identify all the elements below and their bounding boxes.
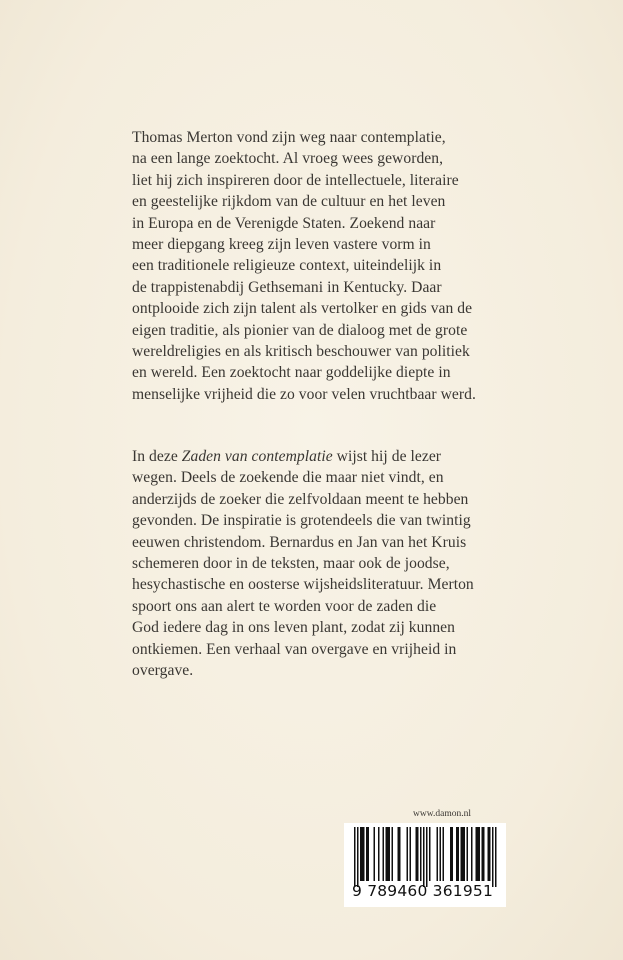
barcode-bar (450, 827, 452, 881)
barcode-bar (410, 827, 412, 881)
book-title-italic: Zaden van contemplatie (181, 448, 333, 465)
barcode-bar (366, 827, 368, 881)
barcode-bar (378, 827, 380, 881)
barcode-bar (386, 827, 388, 881)
blurb-line: spoort ons aan alert te worden voor de zaden die (132, 597, 437, 615)
blurb-line: de trappistenabdij Gethsemani in Kentucky. Daar (132, 278, 442, 296)
blurb-line: ontkiemen. Een verhaal van overgave en vrijheid in (132, 640, 457, 658)
barcode-bar (488, 827, 490, 881)
blurb-text: wijst hij de lezer (332, 448, 442, 465)
blurb-line: schemeren door in de teksten, maar ook de joodse, (132, 555, 450, 573)
barcode-bar (467, 827, 469, 881)
barcode-bar (383, 827, 385, 881)
barcode-bar (495, 827, 497, 887)
barcode-bar (489, 827, 491, 881)
blurb-line: menselijke vrijheid die zo voor velen vruchtbaar werd. (132, 385, 476, 403)
barcode-bar (399, 827, 401, 881)
barcode-bar (357, 827, 359, 887)
blurb-line: wereldreligies en als kritisch beschouwer van politiek (132, 343, 470, 361)
barcode-bar (440, 827, 442, 881)
barcode-bar (443, 827, 445, 881)
blurb-line: ontplooide zich zijn talent als vertolker en gids van de (132, 300, 473, 318)
blurb-line: anderzijds de zoeker die zelfvoldaan meent te hebben (132, 490, 469, 508)
barcode-bar (477, 827, 479, 881)
blurb-line: een traditionele religieuze context, uiteindelijk in (132, 257, 442, 275)
blurb-line: en wereld. Een zoektocht naar goddelijke diepte in (132, 364, 451, 382)
blurb-line: gevonden. De inspiratie is grotendeels die van twintig (132, 512, 471, 530)
barcode-bar (389, 827, 391, 881)
blurb-line: meer diepgang kreeg zijn leven vastere vorm in (132, 236, 431, 254)
blurb-text: In deze (132, 448, 182, 465)
barcode-bar (416, 827, 418, 881)
blurb-line: eigen traditie, als pionier van de dialoog met de grote (132, 321, 468, 339)
barcode-bar (462, 827, 464, 881)
barcode-bar (423, 827, 425, 887)
blurb-line: eeuwen christendom. Bernardus en Jan van het Kruis (132, 533, 467, 551)
blurb-line: overgave. (132, 662, 194, 680)
blurb-line: wegen. Deels de zoekende die maar niet vindt, en (132, 469, 444, 487)
blurb-paragraph-2 (132, 446, 532, 681)
barcode-bar (452, 827, 454, 881)
blurb-line: in Europa en de Verenigde Staten. Zoekend naar (132, 214, 436, 232)
barcode-bar (471, 827, 473, 881)
barcode-bar (398, 827, 400, 881)
blurb-first-line (132, 446, 532, 467)
barcode-bar (354, 827, 356, 887)
blurb-line: God iedere dag in ons leven plant, zodat zij kunnen (132, 619, 455, 637)
barcode-bar (417, 827, 419, 881)
barcode-bar (420, 827, 422, 881)
barcode-bar (368, 827, 370, 881)
barcode-bar (392, 827, 394, 881)
blurb-line: Thomas Merton vond zijn weg naar contemplatie, (132, 129, 446, 146)
blurb-line: en geestelijke rijkdom van de cultuur en het leven (132, 193, 446, 211)
barcode-bar (456, 827, 458, 881)
barcode-bar (492, 827, 494, 887)
barcode-bar (387, 827, 389, 881)
barcode-bar (360, 827, 362, 881)
barcode-bar (483, 827, 485, 881)
barcode-bar (464, 827, 466, 881)
barcode-bar (437, 827, 439, 881)
barcode-bar (479, 827, 481, 881)
barcode-bar (374, 827, 376, 881)
blurb-line: liet hij zich inspireren door de intellectuele, literaire (132, 171, 459, 189)
barcode-bar (461, 827, 463, 881)
isbn-number: 9 789460 361951 (352, 882, 494, 900)
barcode-bar (482, 827, 484, 881)
barcode-bar (476, 827, 478, 881)
blurb-paragraph-1 (132, 127, 532, 405)
barcode-bar (426, 827, 428, 887)
blurb-line: hesychastische en oosterse wijsheidsliteratuur. Merton (132, 576, 474, 594)
barcode-bar (362, 827, 364, 881)
publisher-website: www.damon.nl (413, 809, 471, 819)
barcode-bar (458, 827, 460, 881)
barcode-bar (429, 827, 431, 881)
barcode-bar (363, 827, 365, 881)
barcode-bar (407, 827, 409, 881)
blurb-line: na een lange zoektocht. Al vroeg wees geworden, (132, 150, 444, 168)
